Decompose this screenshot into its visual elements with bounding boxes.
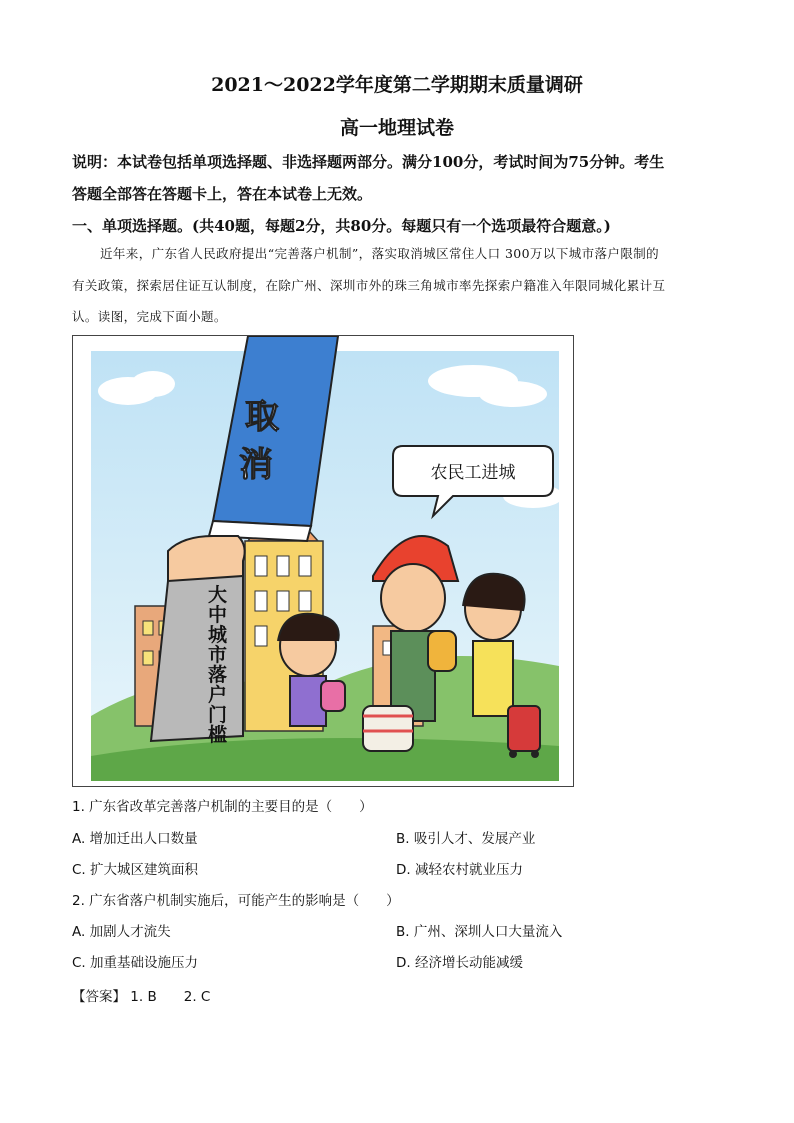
cartoon-figure [72,335,574,787]
question-1-option-b[interactable]: B. 吸引人才、发展产业 [396,831,536,847]
pillar-text: 大 中 城 市 落 户 门 槛 [208,584,228,746]
question-2-option-a[interactable]: A. 加剧人才流失 [72,924,171,940]
page-title: 2021～2022学年度第二学期期末质量调研 [211,74,583,96]
question-1-option-d[interactable]: D. 减轻农村就业压力 [396,862,523,878]
passage-line-2: 有关政策，探索居住证互认制度，在除广州、深圳市外的珠三角城市率先探索户籍准入年限同城化累计互 [72,278,666,293]
answer-text: 1. B 2. C [130,989,211,1005]
answer-label: 【答案】 [72,989,126,1005]
question-2-option-c[interactable]: C. 加重基础设施压力 [72,955,199,971]
speech-bubble-text: 农民工进城 [430,463,516,483]
question-2-option-b[interactable]: B. 广州、深圳人口大量流入 [396,924,563,940]
arm-char-2: 消 [239,445,273,485]
instructions-line-2: 答题全部答在答题卡上，答在本试卷上无效。 [72,185,373,203]
question-2-option-d[interactable]: D. 经济增长动能减缓 [396,955,523,971]
question-1-option-c[interactable]: C. 扩大城区建筑面积 [72,862,199,878]
question-2-stem: 2. 广东省落户机制实施后，可能产生的影响是（ ） [72,893,400,909]
passage-line-3: 认。读图，完成下面小题。 [72,309,227,324]
passage-line-1: 近年来，广东省人民政府提出“完善落户机制”，落实取消城区常住人口 300万以下城市落户限制的 [100,246,660,261]
hand [168,536,245,581]
pillar-char: 大 [208,584,228,606]
page-subtitle: 高一地理试卷 [339,117,454,139]
question-1-stem: 1. 广东省改革完善落户机制的主要目的是（ ） [72,799,373,815]
section-heading: 一、单项选择题。(共40题，每题2分，共80分。每题只有一个选项最符合题意。) [72,217,611,235]
instructions-line-1: 说明：本试卷包括单项选择题、非选择题两部分。满分100分，考试时间为75分钟。考生 [72,153,665,171]
answer-line [72,985,210,1005]
question-1-option-a[interactable]: A. 增加迁出人口数量 [72,831,198,847]
arm-char-1: 取 [245,397,279,437]
cartoon-illustration [73,336,573,786]
